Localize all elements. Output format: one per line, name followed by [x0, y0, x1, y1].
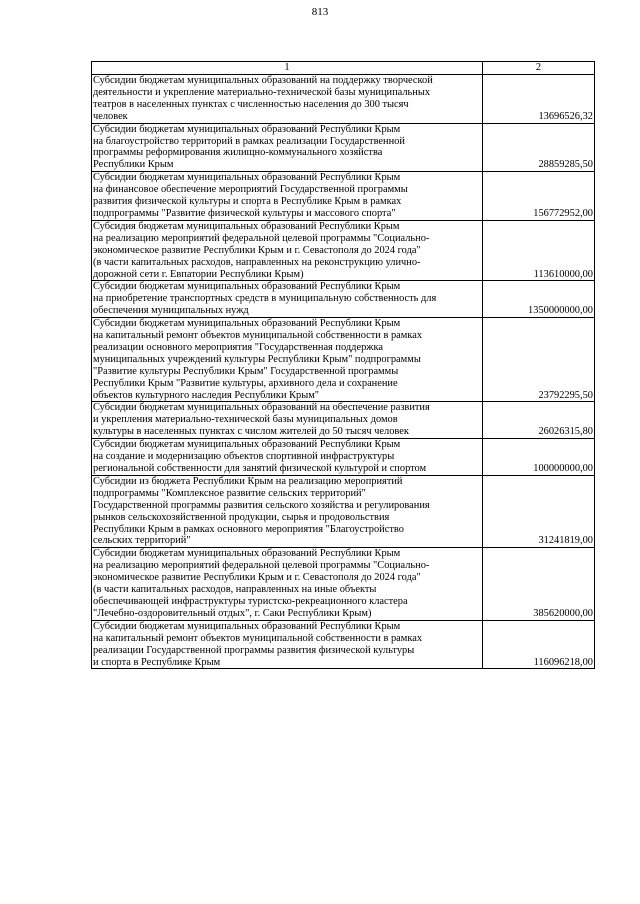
table-row [92, 548, 595, 620]
table-row [92, 281, 595, 318]
description-line: Субсидии бюджетам муниципальных образований Республики Крым [93, 123, 401, 135]
description-line: (в части капитальных расходов, направленных на реконструкцию улично- [93, 256, 421, 268]
description-line: "Лечебно-оздоровительный отдых", г. Саки Республики Крым) [93, 607, 372, 619]
description-line: на финансовое обеспечение мероприятий Государственной программы [93, 184, 408, 196]
table-row [92, 620, 595, 669]
description-line: рынков сельскохозяйственной продукции, сырья и продовольствия [93, 511, 390, 523]
description-line: муниципальных учреждений культуры Республики Крым" подпрограммы [93, 353, 421, 365]
subsidy-description [92, 281, 483, 318]
subsidies-table [91, 61, 595, 669]
subsidy-description [92, 123, 483, 172]
subsidy-amount: 28859285,50 [483, 123, 595, 172]
table-row [92, 475, 595, 547]
description-line: Субсидии бюджетам муниципальных образований Республики Крым [93, 281, 401, 293]
description-line: на приобретение транспортных средств в муниципальную собственность для [93, 293, 437, 305]
subsidy-description [92, 402, 483, 439]
description-line: на капитальный ремонт объектов муниципальной собственности в рамках [93, 632, 423, 644]
subsidy-amount: 23792295,50 [483, 318, 595, 402]
description-line: Республики Крым "Развитие культуры, архивного дела и сохранение [93, 377, 398, 389]
description-line: Субсидии бюджетам муниципальных образований Республики Крым [93, 548, 401, 560]
description-line: Субсидии из бюджета Республики Крым на реализацию мероприятий [93, 475, 403, 487]
subsidy-amount: 1350000000,00 [483, 281, 595, 318]
page-number: 813 [311, 6, 329, 18]
description-line: Республики Крым [93, 159, 174, 171]
column-header-2: 2 [483, 62, 595, 75]
subsidy-amount: 13696526,32 [483, 75, 595, 124]
description-line: обеспечения муниципальных нужд [93, 305, 249, 317]
description-line: объектов культурного наследия Республики Крым" [93, 389, 320, 401]
subsidy-amount: 31241819,00 [483, 475, 595, 547]
description-line: на реализацию мероприятий федеральной целевой программы "Социально- [93, 560, 430, 572]
table-row [92, 123, 595, 172]
description-line: подпрограммы "Развитие физической культуры и массового спорта" [93, 207, 396, 219]
column-header-1: 1 [92, 62, 483, 75]
subsidy-description [92, 548, 483, 620]
subsidy-description [92, 475, 483, 547]
description-line: экономическое развитие Республики Крым и г. Севастополя до 2024 года" [93, 244, 421, 256]
description-line: культуры в населенных пунктах с числом жителей до 50 тысяч человек [93, 426, 409, 438]
subsidy-amount: 100000000,00 [483, 439, 595, 476]
description-line: реализации основного мероприятия "Государственная поддержка [93, 341, 383, 353]
description-line: человек [93, 110, 128, 122]
subsidy-amount: 26026315,80 [483, 402, 595, 439]
description-line: и укрепления материально-технической базы муниципальных домов [93, 414, 398, 426]
subsidy-amount: 116096218,00 [483, 620, 595, 669]
description-line: сельских территорий" [93, 535, 191, 547]
subsidy-description [92, 620, 483, 669]
description-line: дорожной сети г. Евпатории Республики Крым) [93, 268, 304, 280]
description-line: театров в населенных пунктах с численностью населения до 300 тысяч [93, 98, 409, 110]
description-line: Государственной программы развития сельского хозяйства и регулирования [93, 499, 430, 511]
table-row [92, 402, 595, 439]
table-row [92, 439, 595, 476]
description-line: программы реформирования жилищно-коммунального хозяйства [93, 147, 383, 159]
description-line: Субсидии бюджетам муниципальных образований на обеспечение развития [93, 402, 430, 414]
table-row [92, 220, 595, 281]
description-line: и спорта в Республике Крым [93, 656, 221, 668]
description-line: (в части капитальных расходов, направленных на иные объекты [93, 584, 377, 596]
description-line: обеспечивающей инфраструктуры туристско-рекреационного кластера [93, 595, 408, 607]
description-line: Республики Крым в рамках основного мероприятия "Благоустройство [93, 523, 404, 535]
description-line: реализации Государственной программы развития физической культуры [93, 644, 415, 656]
description-line: Субсидия бюджетам муниципальных образований Республики Крым [93, 220, 400, 232]
description-line: подпрограммы "Комплексное развитие сельских территорий" [93, 487, 366, 499]
subsidy-description [92, 220, 483, 281]
subsidy-amount: 156772952,00 [483, 172, 595, 221]
description-line: Субсидии бюджетам муниципальных образований Республики Крым [93, 318, 401, 330]
subsidy-description [92, 172, 483, 221]
table-row [92, 75, 595, 124]
description-line: на благоустройство территорий в рамках реализации Государственной [93, 135, 405, 147]
description-line: экономическое развитие Республики Крым и г. Севастополя до 2024 года" [93, 572, 421, 584]
table-header-row [92, 62, 595, 75]
description-line: "Развитие культуры Республики Крым" Государственной программы [93, 365, 399, 377]
description-line: на капитальный ремонт объектов муниципальной собственности в рамках [93, 330, 423, 342]
description-line: Субсидии бюджетам муниципальных образований на поддержку творческой [93, 75, 433, 86]
table-row [92, 318, 595, 402]
description-line: региональной собственности для занятий физической культурой и спортом [93, 463, 427, 474]
subsidy-description [92, 318, 483, 402]
subsidy-description [92, 75, 483, 124]
description-line: на реализацию мероприятий федеральной целевой программы "Социально- [93, 232, 430, 244]
subsidy-description [92, 439, 483, 476]
description-line: Субсидии бюджетам муниципальных образований Республики Крым [93, 439, 401, 451]
description-line: на создание и модернизацию объектов спортивной инфраструктуры [93, 451, 395, 463]
description-line: Субсидии бюджетам муниципальных образований Республики Крым [93, 620, 401, 632]
description-line: Субсидии бюджетам муниципальных образований Республики Крым [93, 172, 401, 184]
subsidy-amount: 113610000,00 [483, 220, 595, 281]
description-line: развития физической культуры и спорта в Республике Крым в рамках [93, 196, 402, 208]
description-line: деятельности и укрепление материально-технической базы муниципальных [93, 86, 431, 98]
subsidy-amount: 385620000,00 [483, 548, 595, 620]
table-row [92, 172, 595, 221]
